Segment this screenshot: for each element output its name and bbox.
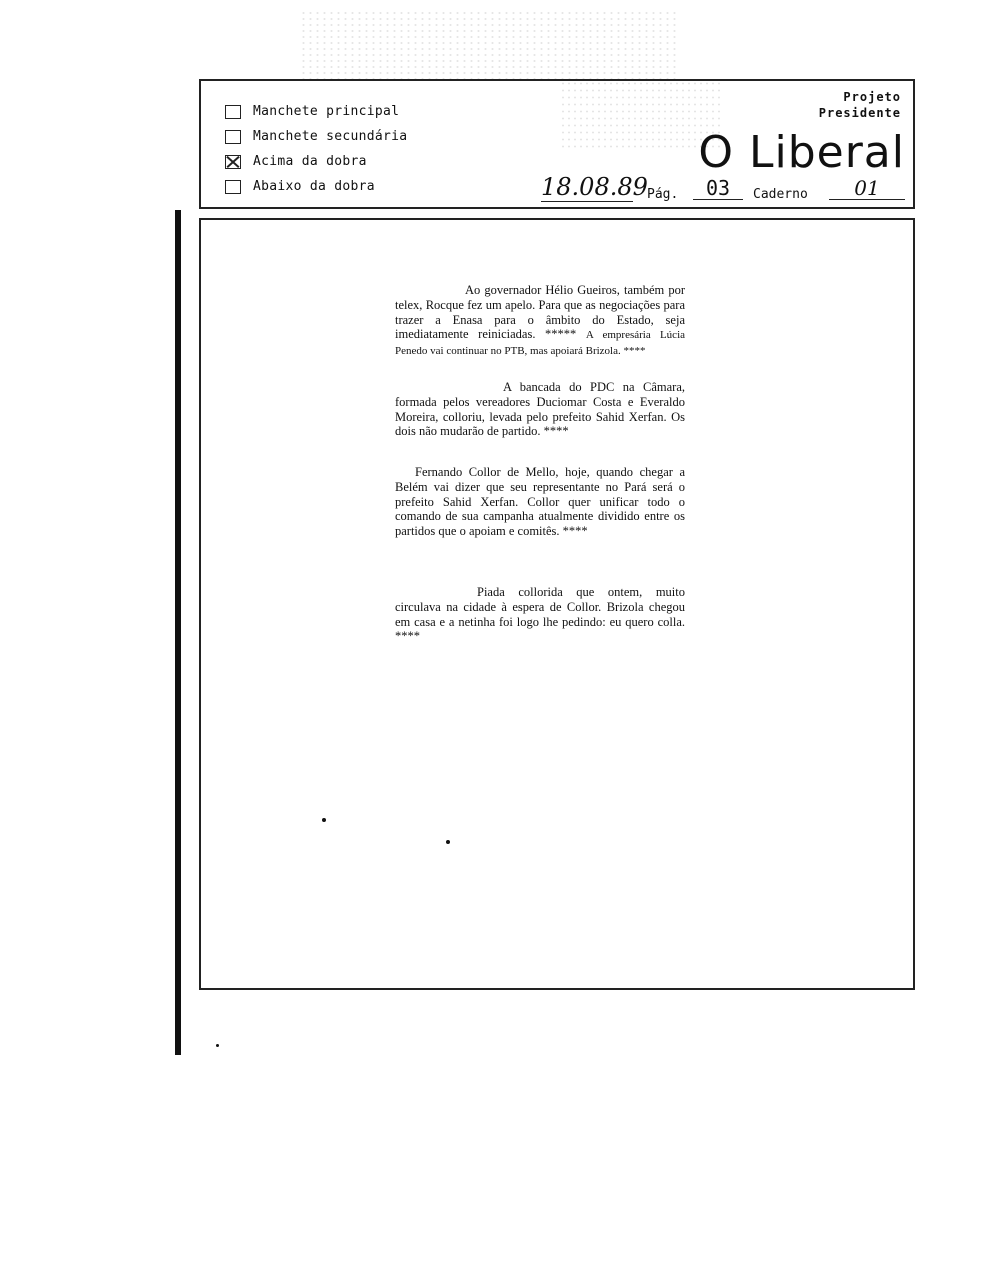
- meta-row: [541, 173, 911, 203]
- project-label: [819, 89, 901, 121]
- clipping-paragraph: [395, 380, 685, 439]
- newspaper-name: O Liberal: [698, 127, 905, 178]
- check-label: Manchete secundária: [253, 129, 408, 144]
- scan-edge-bar: [175, 210, 181, 1055]
- scan-speck: [446, 840, 450, 844]
- check-label: Acima da dobra: [253, 154, 367, 169]
- checkbox-manchete-principal[interactable]: [225, 105, 241, 119]
- classification-checklist: [225, 99, 407, 199]
- scan-noise: [300, 10, 680, 80]
- clipping-text: A bancada do PDC na Câmara, formada pelos vereadores Duciomar Costa e Everaldo Moreira, colloriu, levada pelo prefeito Sahid Xerfan. Os dois não mudarão de partido. ****: [395, 380, 685, 439]
- checkbox-manchete-secundaria[interactable]: [225, 130, 241, 144]
- scan-speck: [322, 818, 326, 822]
- date-value: 18.08.89: [541, 173, 648, 201]
- check-row-manchete-principal[interactable]: [225, 99, 407, 124]
- check-label: Manchete principal: [253, 104, 400, 119]
- checkbox-abaixo-da-dobra[interactable]: [225, 180, 241, 194]
- check-label: Abaixo da dobra: [253, 179, 375, 194]
- checkbox-acima-da-dobra[interactable]: [225, 155, 241, 169]
- caderno-value: 01: [829, 177, 905, 200]
- clipping-text: Piada collorida que ontem, muito circulava na cidade à espera de Collor. Brizola chegou em casa e a netinha foi logo lhe pedindo: eu quero colla. ****: [395, 585, 685, 644]
- check-row-manchete-secundaria[interactable]: [225, 124, 407, 149]
- clipping-paragraph: [395, 283, 685, 359]
- page-label: Pág.: [647, 187, 679, 202]
- clipping-note: A empresária Lúcia Penedo vai continuar no PTB, mas apoiará Brizola. ****: [395, 329, 686, 358]
- clipping-paragraph: [395, 465, 685, 539]
- scan-speck: [216, 1044, 219, 1047]
- clipping-text: Ao governador Hélio Gueiros, também por telex, Rocque fez um apelo. Para que as negociações para trazer a Enasa para o âmbito do Estado, seja imediatamente reiniciadas. *****: [395, 283, 685, 342]
- caderno-label: Caderno: [753, 187, 808, 202]
- clipping-paragraph: [395, 585, 685, 644]
- page-value: 03: [693, 177, 743, 200]
- clipping-text: Fernando Collor de Mello, hoje, quando chegar a Belém vai dizer que seu representante no Pará será o prefeito Sahid Xerfan. Collor quer unificar todo o comando de sua campanha atualmente dividido entre os partidos que o apoiam e comitês. ****: [395, 465, 685, 539]
- project-line: Projeto: [843, 90, 901, 104]
- check-row-abaixo-da-dobra[interactable]: [225, 174, 407, 199]
- check-row-acima-da-dobra[interactable]: [225, 149, 407, 174]
- clipping-header: [199, 79, 915, 209]
- project-line: Presidente: [818, 106, 901, 120]
